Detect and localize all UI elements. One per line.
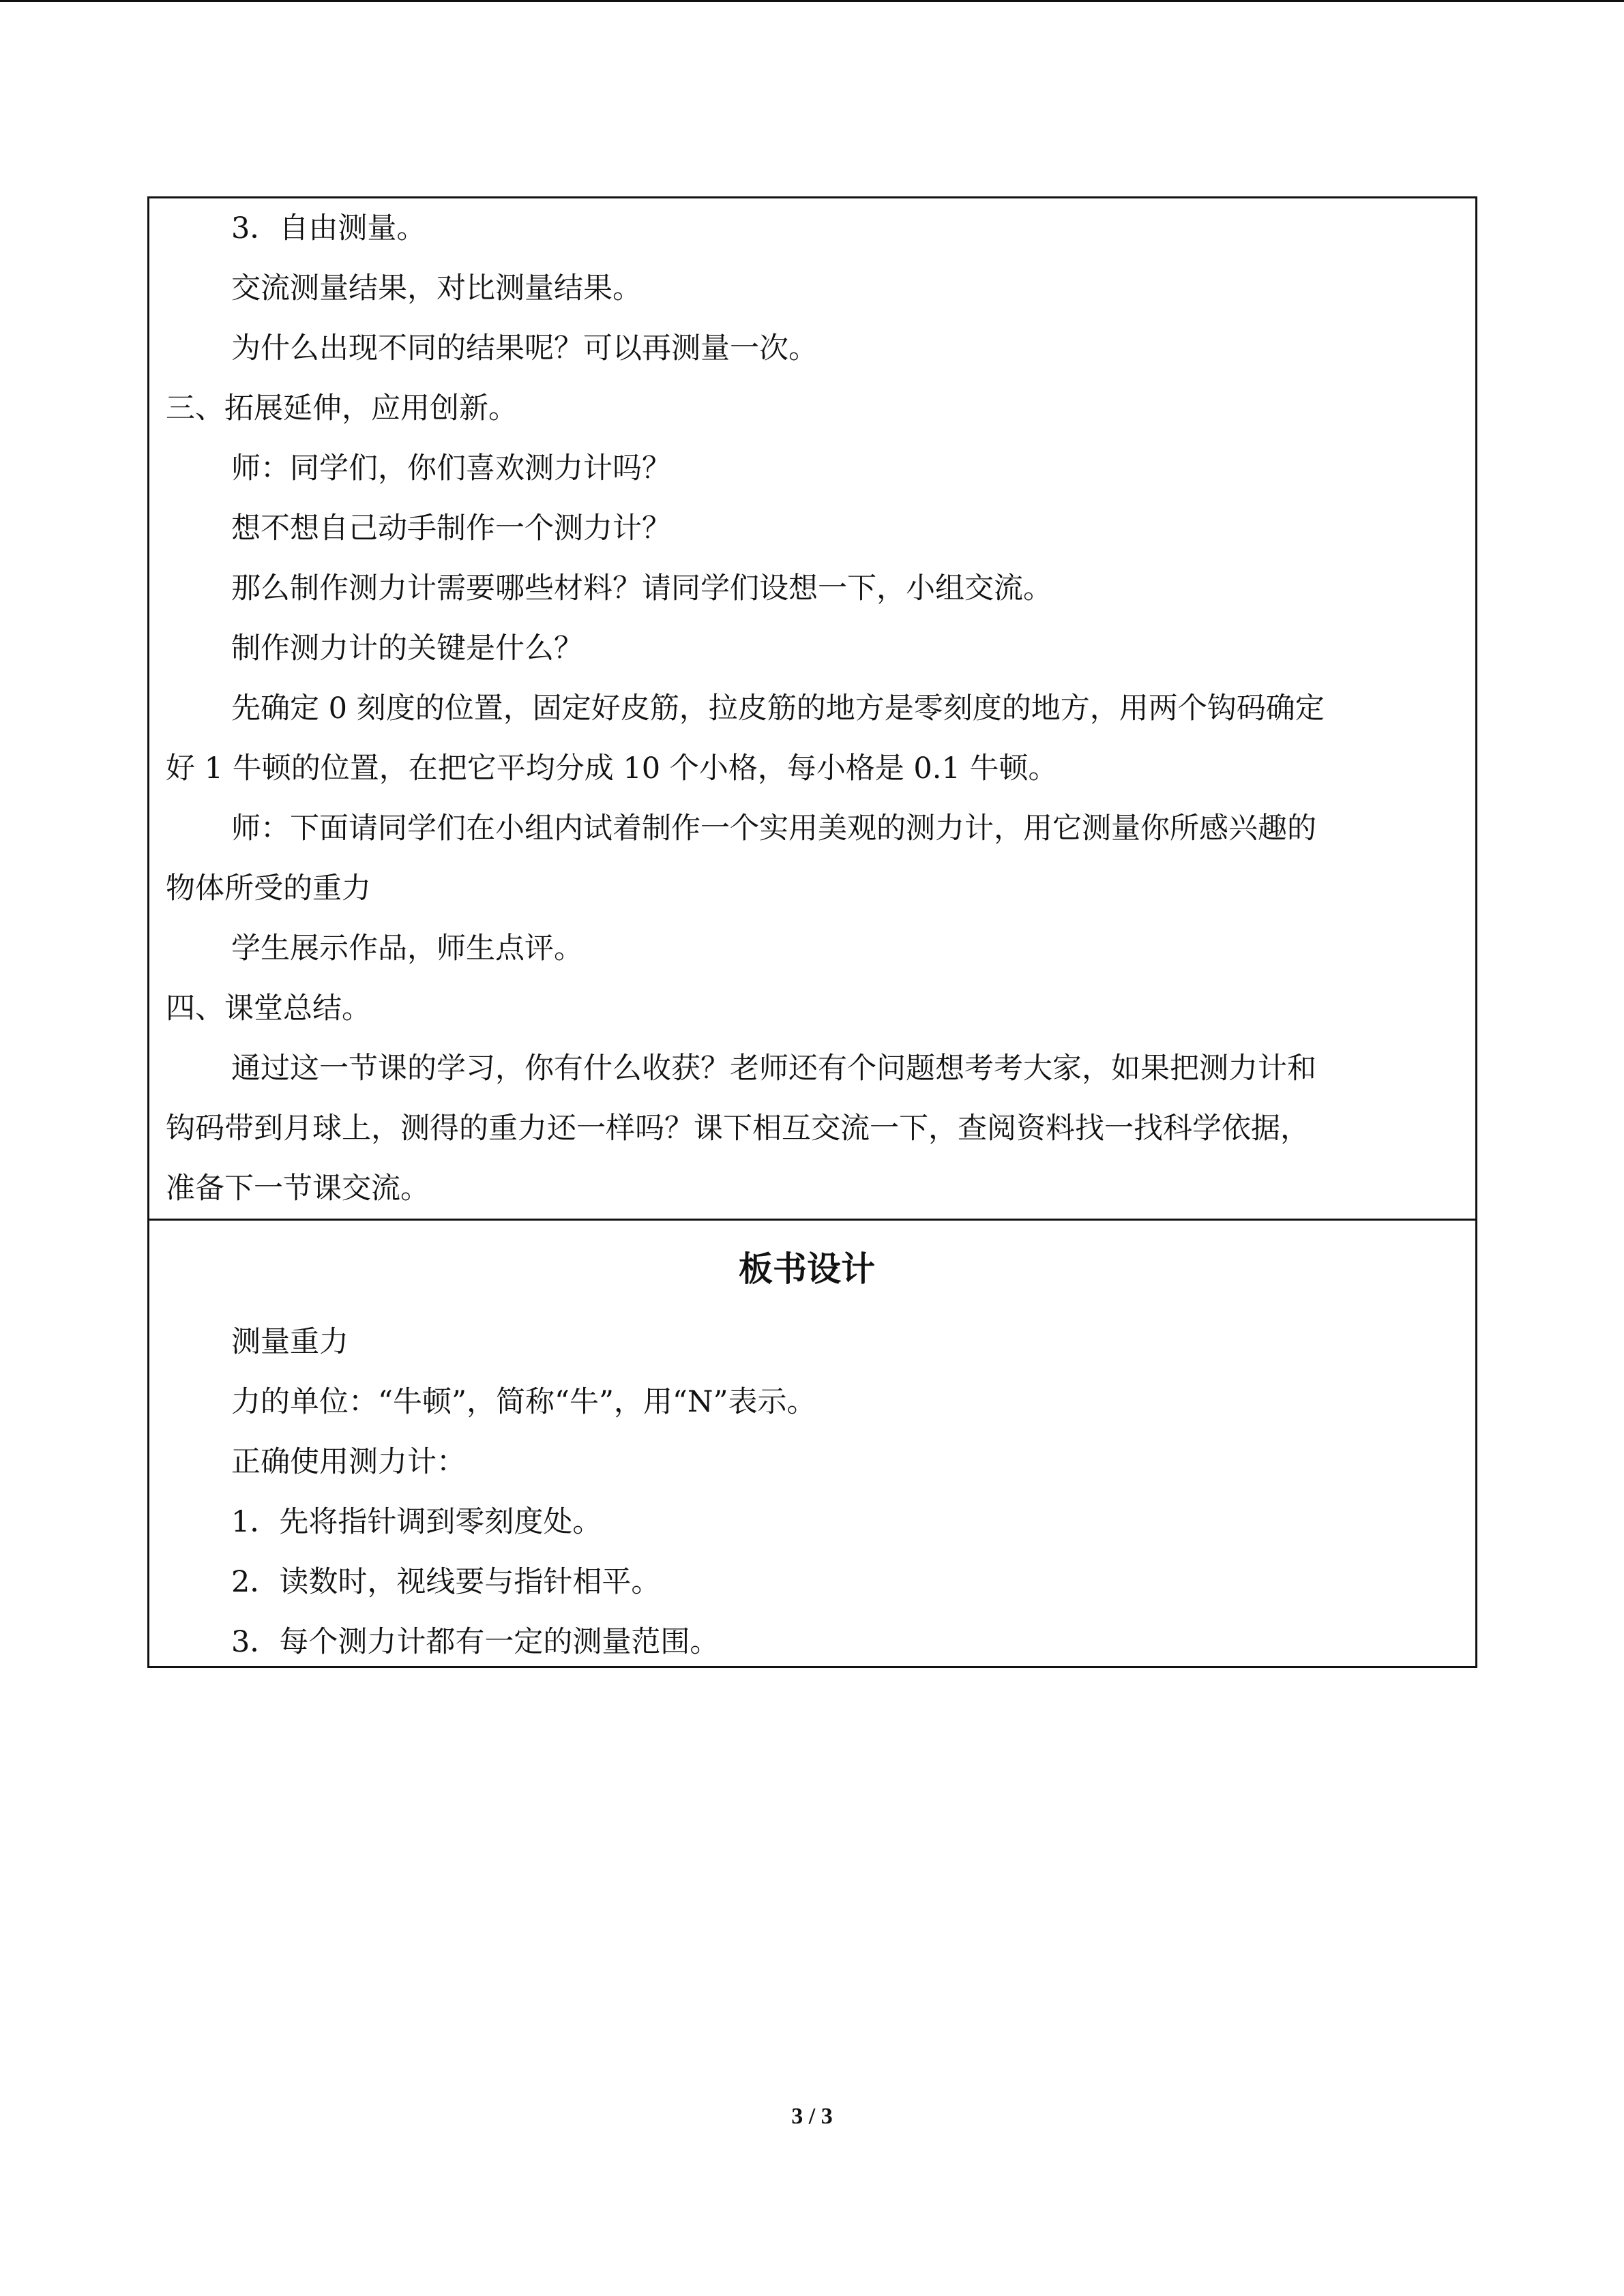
process-line: 好 1 牛顿的位置，在把它平均分成 10 个小格，每小格是 0.1 牛顿。: [166, 751, 1058, 786]
board-design-title: 板书设计: [739, 1249, 875, 1289]
page-top-rule: [0, 0, 1624, 2]
board-line: 3．每个测力计都有一定的测量范围。: [231, 1625, 720, 1659]
board-line: 2．读数时，视线要与指针相平。: [231, 1565, 661, 1599]
teaching-process-cell: [149, 198, 1475, 1219]
process-line: 钩码带到月球上，测得的重力还一样吗？课下相互交流一下，查阅资料找一找科学依据，: [166, 1112, 1310, 1146]
section-heading-extension: 三、拓展延伸，应用创新。: [166, 391, 518, 426]
process-line: 准备下一节课交流。: [166, 1172, 430, 1206]
board-line: 1．先将指针调到零刻度处。: [231, 1505, 602, 1539]
board-line: 测量重力: [231, 1325, 349, 1359]
process-line: 学生展示作品，师生点评。: [231, 931, 583, 966]
board-line: 力的单位：“牛顿”，简称“牛”，用“N”表示。: [231, 1385, 816, 1419]
section-heading-summary: 四、课堂总结。: [166, 992, 371, 1026]
board-design-content: [166, 1312, 1448, 1672]
process-line: 师：下面请同学们在小组内试着制作一个实用美观的测力计，用它测量你所感兴趣的: [231, 811, 1316, 846]
process-line: 为什么出现不同的结果呢？可以再测量一次。: [231, 331, 818, 366]
process-line: 那么制作测力计需要哪些材料？请同学们设想一下，小组交流。: [231, 571, 1052, 606]
process-line: 通过这一节课的学习，你有什么收获？老师还有个问题想考考大家，如果把测力计和: [231, 1052, 1316, 1086]
board-design-cell: [149, 1219, 1475, 1666]
process-line: 3．自由测量。: [231, 211, 426, 245]
process-line: 先确定 0 刻度的位置，固定好皮筋，拉皮筋的地方是零刻度的地方，用两个钩码确定: [231, 691, 1325, 726]
process-line: 物体所受的重力: [166, 871, 371, 906]
board-line: 正确使用测力计：: [231, 1445, 466, 1479]
process-line: 师：同学们，你们喜欢测力计吗？: [231, 451, 671, 486]
page-number: 3 / 3: [791, 2104, 833, 2129]
lesson-plan-table: [147, 196, 1477, 1668]
process-line: 想不想自己动手制作一个测力计？: [231, 511, 671, 546]
process-line: 交流测量结果，对比测量结果。: [231, 271, 642, 305]
process-line: 制作测力计的关键是什么？: [231, 631, 583, 666]
